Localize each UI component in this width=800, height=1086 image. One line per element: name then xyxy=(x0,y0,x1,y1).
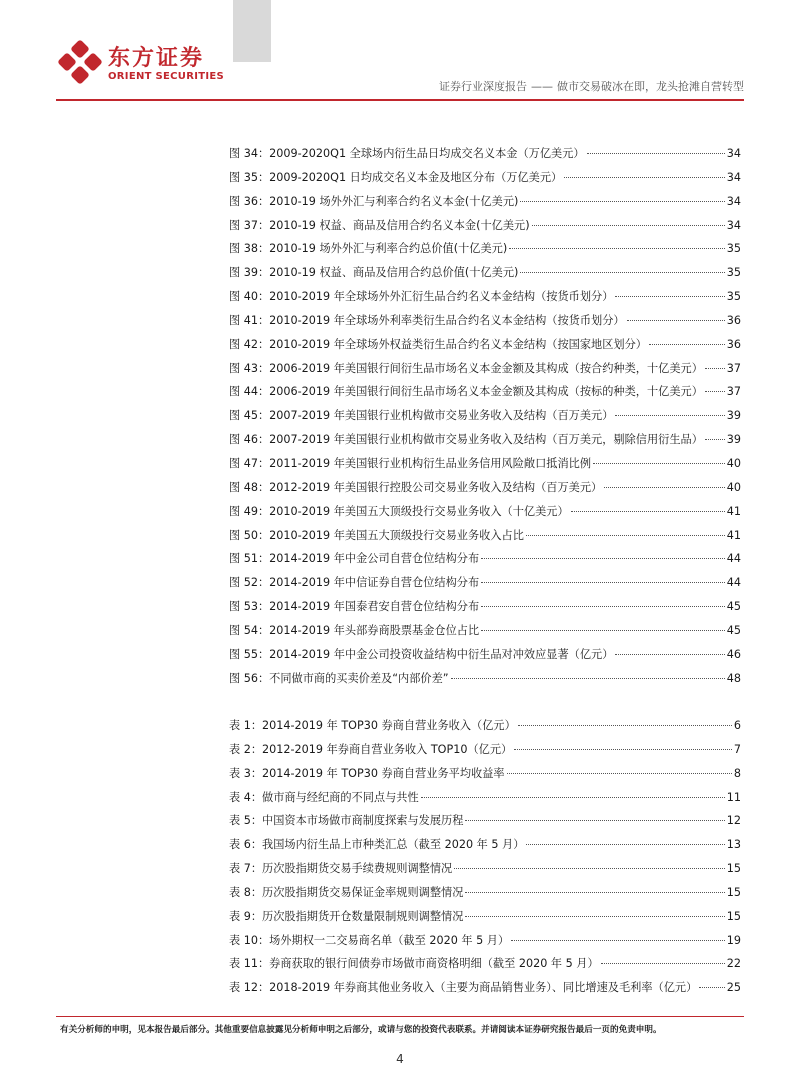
figure-entry[interactable] xyxy=(229,217,741,241)
dot-leader xyxy=(520,201,724,202)
figure-entry[interactable] xyxy=(229,360,741,384)
dot-leader xyxy=(699,987,724,988)
table-entry-page: 7 xyxy=(733,742,741,756)
dot-leader xyxy=(604,487,725,488)
table-entry-page: 25 xyxy=(726,981,741,995)
table-entry-page: 6 xyxy=(733,719,741,732)
table-entry-label: 表 8：历次股指期货交易保证金率规则调整情况 xyxy=(229,885,464,899)
table-entry-page: 19 xyxy=(726,933,741,947)
figure-entry-page: 36 xyxy=(726,313,741,327)
dot-leader xyxy=(601,963,725,964)
figure-entry[interactable] xyxy=(229,288,741,312)
figure-entry[interactable] xyxy=(229,264,741,288)
table-entry[interactable] xyxy=(229,765,741,789)
table-entry-label: 表 9：历次股指期货开仓数量限制规则调整情况 xyxy=(229,909,464,923)
dot-leader xyxy=(615,415,724,416)
figure-entry-page: 39 xyxy=(726,433,741,447)
dot-leader xyxy=(451,678,725,679)
figure-entry-label: 图 45：2007-2019 年美国银行业机构做市交易业务收入及结构（百万美元） xyxy=(229,409,614,423)
figure-entry-label: 图 46：2007-2019 年美国银行业机构做市交易业务收入及结构（百万美元，剔除信用衍生品） xyxy=(229,433,703,447)
figure-entry[interactable] xyxy=(229,622,741,646)
dot-leader xyxy=(465,916,724,917)
table-entry-page: 15 xyxy=(726,862,741,876)
table-entry-label: 表 4：做市商与经纪商的不同点与共性 xyxy=(229,790,419,804)
figure-entry-label: 图 44：2006-2019 年美国银行间衍生品市场名义本金金额及其构成（按标的种类，十亿美元） xyxy=(229,385,703,399)
figure-entry-label: 图 50：2010-2019 年美国五大顶级投行交易业务收入占比 xyxy=(229,528,524,542)
header-gray-tab xyxy=(233,0,271,62)
figure-entry-label: 图 47：2011-2019 年美国银行业机构衍生品业务信用风险敞口抵消比例 xyxy=(229,456,592,470)
figure-entry-page: 35 xyxy=(726,290,741,304)
dot-leader xyxy=(514,749,732,750)
figure-entry-label: 图 53：2014-2019 年国泰君安自营仓位结构分布 xyxy=(229,600,480,614)
figure-entry[interactable] xyxy=(229,670,741,694)
dot-leader xyxy=(526,535,725,536)
dot-leader xyxy=(593,463,725,464)
table-entry[interactable] xyxy=(229,812,741,836)
dot-leader xyxy=(454,868,725,869)
table-entry-label: 表 1：2014-2019 年 TOP30 券商自营业务收入（亿元） xyxy=(229,719,516,732)
figure-entry-label: 图 42：2010-2019 年全球场外权益类衍生品合约名义本金结构（按国家地区划分） xyxy=(229,337,647,351)
dot-leader xyxy=(520,272,724,273)
table-entry[interactable] xyxy=(229,908,741,932)
figure-entry[interactable] xyxy=(229,240,741,264)
dot-leader xyxy=(571,511,725,512)
figure-entry-label: 图 54：2014-2019 年头部券商股票基金仓位占比 xyxy=(229,623,480,637)
figure-entry-label: 图 48：2012-2019 年美国银行控股公司交易业务收入及结构（百万美元） xyxy=(229,480,603,494)
figure-entry[interactable] xyxy=(229,503,741,527)
page-number: 4 xyxy=(396,1052,404,1066)
figure-entry[interactable] xyxy=(229,145,741,169)
table-entry-label: 表 11：券商获取的银行间债券市场做市商资格明细（截至 2020 年 5 月） xyxy=(229,957,599,971)
figure-entry[interactable] xyxy=(229,407,741,431)
figure-entry-page: 34 xyxy=(726,170,741,184)
dot-leader xyxy=(564,177,725,178)
figure-entry-page: 40 xyxy=(726,480,741,494)
orient-securities-logo xyxy=(58,40,238,92)
figure-entry[interactable] xyxy=(229,455,741,479)
dot-leader xyxy=(587,153,725,154)
figure-entry[interactable] xyxy=(229,169,741,193)
figure-entry[interactable] xyxy=(229,598,741,622)
dot-leader xyxy=(507,773,732,774)
figure-entry-page: 45 xyxy=(726,623,741,637)
figure-entry-label: 图 52：2014-2019 年中信证券自营仓位结构分布 xyxy=(229,576,480,590)
table-entry-page: 11 xyxy=(726,790,741,804)
report-type: 证券行业深度报告 xyxy=(439,80,527,93)
table-entry-page: 15 xyxy=(726,885,741,899)
figure-entry-label: 图 49：2010-2019 年美国五大顶级投行交易业务收入（十亿美元） xyxy=(229,504,569,518)
header-dash: —— xyxy=(531,80,553,93)
table-entry-page: 8 xyxy=(733,766,741,780)
figure-entry-page: 34 xyxy=(726,218,741,232)
table-entry[interactable] xyxy=(229,836,741,860)
figure-entry-label: 图 35：2009-2020Q1 日均成交名义本金及地区分布（万亿美元） xyxy=(229,170,563,184)
figure-entry-label: 图 56：不同做市商的买卖价差及“内部价差” xyxy=(229,671,449,685)
report-title: 做市交易破冰在即，龙头抢滩自营转型 xyxy=(557,80,744,93)
figure-entry[interactable] xyxy=(229,527,741,551)
figure-entry-page: 37 xyxy=(726,385,741,399)
table-entry-page: 13 xyxy=(726,838,741,852)
figure-entry[interactable] xyxy=(229,646,741,670)
table-entry-page: 12 xyxy=(726,814,741,828)
dot-leader xyxy=(511,940,725,941)
footer-disclaimer: 有关分析师的申明，见本报告最后部分。其他重要信息披露见分析师申明之后部分，或请与您的投资代表联系。并请阅读本证券研究报告最后一页的免责申明。 xyxy=(60,1025,662,1035)
figure-entry-label: 图 55：2014-2019 年中金公司投资收益结构中衍生品对冲效应显著（亿元） xyxy=(229,647,614,661)
table-entry[interactable] xyxy=(229,884,741,908)
table-entry-label: 表 7：历次股指期货交易手续费规则调整情况 xyxy=(229,862,453,876)
table-entry-label: 表 12：2018-2019 年券商其他业务收入（主要为商品销售业务）、同比增速及毛利率（亿元） xyxy=(229,981,698,995)
table-list xyxy=(229,717,741,1003)
dot-leader xyxy=(481,582,725,583)
table-entry-label: 表 2：2012-2019 年券商自营业务收入 TOP10（亿元） xyxy=(229,742,513,756)
dot-leader xyxy=(421,797,725,798)
header-divider xyxy=(56,99,744,101)
dot-leader xyxy=(481,558,725,559)
figure-entry-page: 44 xyxy=(726,552,741,566)
table-entry-label: 表 10：场外期权一二交易商名单（截至 2020 年 5 月） xyxy=(229,933,510,947)
dot-leader xyxy=(526,844,724,845)
figure-entry-label: 图 34：2009-2020Q1 全球场内衍生品日均成交名义本金（万亿美元） xyxy=(229,147,585,160)
figure-entry-label: 图 51：2014-2019 年中金公司自营仓位结构分布 xyxy=(229,552,480,566)
dot-leader xyxy=(509,248,725,249)
figure-entry[interactable] xyxy=(229,479,741,503)
table-entry-label: 表 6：我国场内衍生品上市种类汇总（截至 2020 年 5 月） xyxy=(229,838,525,852)
table-entry[interactable] xyxy=(229,932,741,956)
figure-list xyxy=(229,145,741,693)
footer-divider xyxy=(56,1016,744,1017)
figure-entry-page: 45 xyxy=(726,600,741,614)
dot-leader xyxy=(481,630,725,631)
dot-leader xyxy=(481,606,725,607)
table-entry[interactable] xyxy=(229,955,741,979)
figure-entry-page: 48 xyxy=(726,671,741,685)
figure-entry[interactable] xyxy=(229,550,741,574)
figure-entry[interactable] xyxy=(229,312,741,336)
dot-leader xyxy=(705,439,725,440)
figure-entry[interactable] xyxy=(229,336,741,360)
figure-entry-page: 46 xyxy=(726,647,741,661)
dot-leader xyxy=(465,820,724,821)
table-entry[interactable] xyxy=(229,741,741,765)
table-entry-page: 15 xyxy=(726,909,741,923)
figure-entry[interactable] xyxy=(229,574,741,598)
dot-leader xyxy=(627,320,725,321)
figure-entry-label: 图 39：2010-19 权益、商品及信用合约总价值(十亿美元) xyxy=(229,266,519,280)
figure-entry[interactable] xyxy=(229,431,741,455)
figure-entry-page: 34 xyxy=(726,194,741,208)
table-entry-label: 表 5：中国资本市场做市商制度探索与发展历程 xyxy=(229,814,464,828)
figure-entry-label: 图 43：2006-2019 年美国银行间衍生品市场名义本金金额及其构成（按合约种类，十亿美元） xyxy=(229,361,703,375)
figure-entry-page: 44 xyxy=(726,576,741,590)
figure-entry-page: 34 xyxy=(726,147,741,160)
dot-leader xyxy=(705,368,725,369)
orient-logo-icon xyxy=(58,40,102,84)
table-entry-label: 表 3：2014-2019 年 TOP30 券商自营业务平均收益率 xyxy=(229,766,505,780)
figure-entry-page: 35 xyxy=(726,266,741,280)
figure-entry-page: 40 xyxy=(726,456,741,470)
figure-entry[interactable] xyxy=(229,193,741,217)
figure-entry-page: 36 xyxy=(726,337,741,351)
figure-entry-page: 37 xyxy=(726,361,741,375)
figure-entry-page: 39 xyxy=(726,409,741,423)
figure-entry-page: 35 xyxy=(726,242,741,256)
dot-leader xyxy=(615,654,724,655)
brand-name-en: ORIENT SECURITIES xyxy=(108,71,225,82)
table-entry[interactable] xyxy=(229,789,741,813)
table-entry[interactable] xyxy=(229,717,741,741)
figure-entry-label: 图 40：2010-2019 年全球场外外汇衍生品合约名义本金结构（按货币划分） xyxy=(229,290,614,304)
figure-entry-page: 41 xyxy=(726,528,741,542)
brand-name-cn: 东方证券 xyxy=(108,46,205,71)
dot-leader xyxy=(705,391,725,392)
dot-leader xyxy=(518,725,732,726)
table-entry[interactable] xyxy=(229,860,741,884)
table-entry-page: 22 xyxy=(726,957,741,971)
dot-leader xyxy=(532,225,725,226)
table-entry[interactable] xyxy=(229,979,741,1003)
dot-leader xyxy=(649,344,725,345)
dot-leader xyxy=(465,892,724,893)
figure-entry-label: 图 36：2010-19 场外外汇与利率合约名义本金(十亿美元) xyxy=(229,194,519,208)
figure-entry-label: 图 41：2010-2019 年全球场外利率类衍生品合约名义本金结构（按货币划分） xyxy=(229,313,625,327)
report-subtitle xyxy=(439,78,744,94)
figure-entry-page: 41 xyxy=(726,504,741,518)
dot-leader xyxy=(615,296,724,297)
figure-entry-label: 图 37：2010-19 权益、商品及信用合约名义本金(十亿美元) xyxy=(229,218,530,232)
figure-entry-label: 图 38：2010-19 场外外汇与利率合约总价值(十亿美元) xyxy=(229,242,508,256)
figure-entry[interactable] xyxy=(229,383,741,407)
